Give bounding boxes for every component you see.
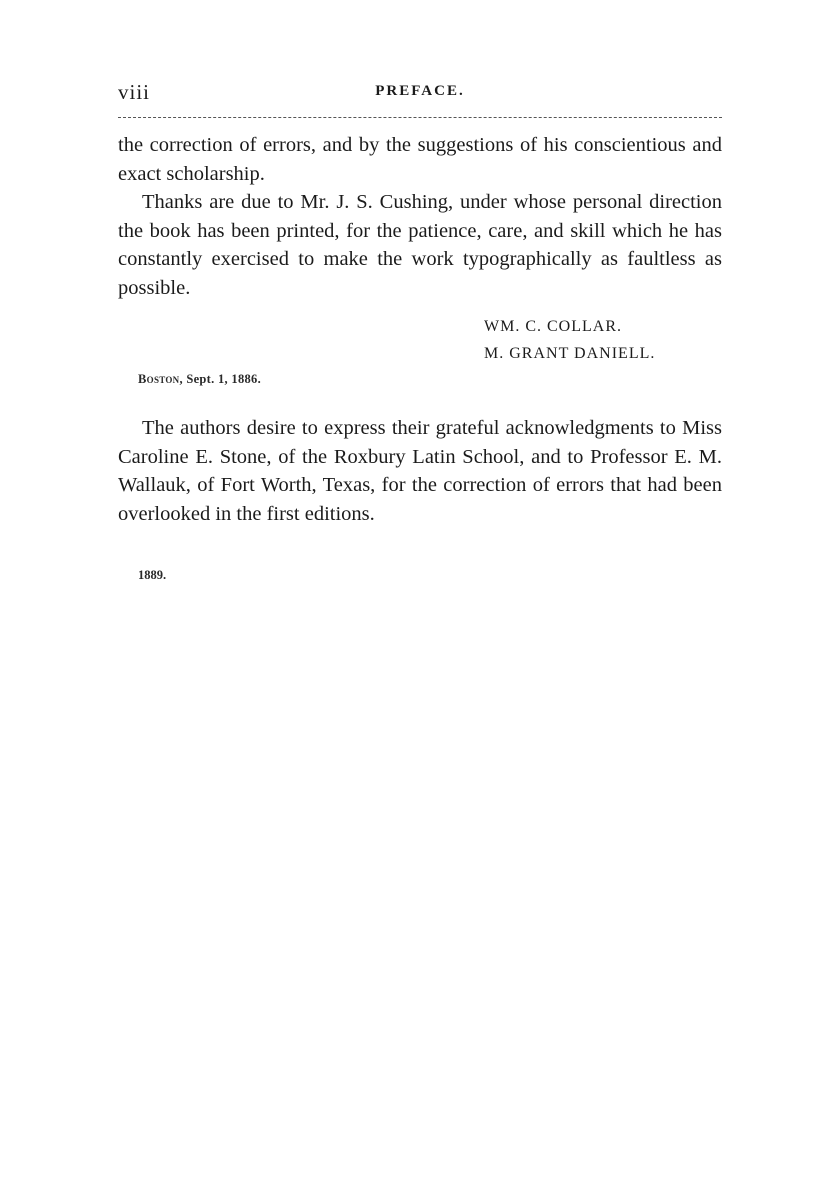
preface-body [118, 131, 722, 302]
running-head [118, 80, 722, 110]
thanks-paragraph: Thanks are due to Mr. J. S. Cushing, under whose personal direction the book has been printed, for the patience, care, and skill which he has constantly exercised to make the work typographically as faultless as possible. [118, 191, 722, 299]
dateline [138, 372, 261, 387]
dateline-date: , Sept. 1, 1886. [179, 372, 262, 386]
acknowledgment-paragraph: The authors desire to express their grateful acknowledgments to Miss Caroline E. Stone, of the Roxbury Latin School, and to Professor E. M. Wallauk, of Fort Worth, Texas, for the correction of errors that had been overlooked in the first editions. [118, 417, 722, 525]
continuation-paragraph: the correction of errors, and by the suggestions of his conscientious and exact scholarship. [118, 134, 722, 185]
page-number: viii [118, 80, 151, 104]
signature-daniell: M. GRANT DANIELL. [484, 345, 656, 362]
author-signatures [484, 313, 655, 367]
running-title: PREFACE. [375, 83, 465, 99]
addendum-year: 1889. [138, 568, 167, 582]
dateline-place: Boston [138, 372, 180, 386]
signature-collar: WM. C. COLLAR. [484, 318, 622, 335]
header-rule [118, 117, 722, 118]
addendum-body [118, 414, 722, 528]
